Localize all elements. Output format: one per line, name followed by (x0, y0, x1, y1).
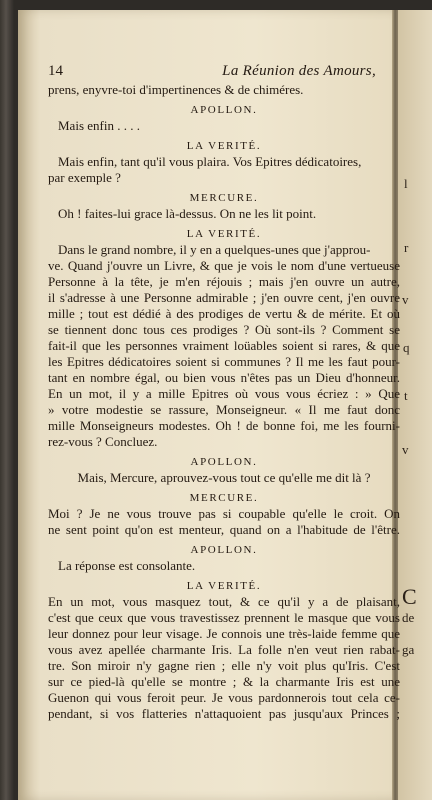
text-line: Dans le grand nombre, il y en a quelques-unes que j'approu- (58, 242, 371, 257)
text-line: Moi ? Je ne vous trouve pas si coupable qu'elle le croit. On (48, 506, 400, 521)
text-line: prens, enyvre-toi d'impertinences & de chiméres. (48, 82, 304, 97)
speaker-heading: MERCURE. (189, 192, 259, 204)
adjacent-page-edge (398, 10, 432, 800)
page-number: 14 (48, 63, 63, 79)
text-line: Oh ! faites-lui grace là-dessus. On ne les lit point. (58, 206, 317, 221)
speaker-heading: LA VERITÉ. (186, 140, 262, 152)
next-page-fragment: de (402, 610, 415, 625)
speaker-heading: APOLLON. (190, 544, 258, 556)
next-page-fragment: l (404, 176, 408, 191)
text-line: Personne à la tête, je m'en réjouis ; mais j'en ouvre un autre, (48, 274, 400, 289)
text-line: Mais, Mercure, aprouvez-vous tout ce qu'elle me dit là ? (77, 470, 371, 485)
running-title: La Réunion des Amours, (222, 63, 376, 79)
text-line: sur ce pied-là qu'elle se montre ; & la charmante Iris est une (48, 674, 400, 689)
next-page-fragment: t (404, 388, 408, 403)
dialogue-body (48, 82, 400, 722)
next-page-fragment: v (402, 292, 409, 307)
speaker-heading: APOLLON. (190, 456, 258, 468)
text-line: les Epitres dédicatoires soient si communes ? Il me les faut pour- (48, 354, 400, 369)
text-line: mille Monseigneurs modestes. Oh ! de bonne foi, me les fourni- (48, 418, 400, 433)
next-page-fragment: r (404, 240, 409, 255)
running-head (48, 62, 400, 80)
speaker-heading: APOLLON. (190, 104, 258, 116)
text-line: En un mot, il y a mille Epitres où vous vous écriez : » Que (48, 386, 400, 401)
next-page-fragment: C (402, 584, 417, 609)
text-line: » votre modestie se rassure, Monseigneur. « Il me faut donc (48, 402, 400, 417)
text-line: tant en nombre égal, ou bien vous n'êtes pas un Dieu d'honneur. (48, 370, 400, 385)
text-line: vous avez apellée charmante Iris. La folle n'en veut rien rabat- (48, 642, 400, 657)
text-line: mille ; tout est dédié à des prodiges de vertu & de mérite. Et où (48, 306, 400, 321)
speaker-heading: LA VERITÉ. (186, 228, 262, 240)
page-text-block (48, 62, 400, 722)
text-line: En un mot, vous masquez tout, & ce qu'il y a de plaisant, (48, 594, 400, 609)
text-line: il s'adresse à une Personne admirable ; j'en ouvre cent, j'en ouvre (48, 290, 400, 305)
text-line: se tiennent donc tous ces prodiges ? Où sont-ils ? Comment se (48, 322, 400, 337)
next-page-fragment: ga (402, 642, 415, 657)
text-line: par exemple ? (48, 170, 121, 185)
next-page-fragment: v (402, 442, 409, 457)
text-line: tre. Son miroir n'y gagne rien ; elle n'y voit plus qu'Iris. C'est (48, 658, 400, 673)
text-line: ne sent point qu'on est menteur, quand on a l'habitude de l'être. (48, 522, 400, 537)
text-line: ve. Quand j'ouvre un Livre, & que je vois le nom d'une vertueuse (48, 258, 400, 273)
text-line: rez-vous ? Concluez. (48, 434, 158, 449)
speaker-heading: LA VERITÉ. (186, 580, 262, 592)
text-line: leur donnez pour leur visage. Je connois une très-laide femme que (48, 626, 400, 641)
next-page-fragment: q (403, 340, 410, 355)
speaker-heading: MERCURE. (189, 492, 259, 504)
text-line: La réponse est consolante. (58, 558, 196, 573)
text-line: c'est que ceux que vous travestissez prennent le masque que vous (48, 610, 400, 625)
text-line: fait-il que les personnes vraiment loüables soient si rares, & que (48, 338, 400, 353)
text-line: pendant, si vos flatteries n'attaquoient pas jusqu'aux Princes ; (48, 706, 400, 721)
text-line: Mais enfin . . . . (58, 118, 140, 133)
text-line: Guenon qui vous feroit peur. Je vous pardonnerois tout cela ce- (48, 690, 400, 705)
text-line: Mais enfin, tant qu'il vous plaira. Vos Epitres dédicatoires, (58, 154, 362, 169)
